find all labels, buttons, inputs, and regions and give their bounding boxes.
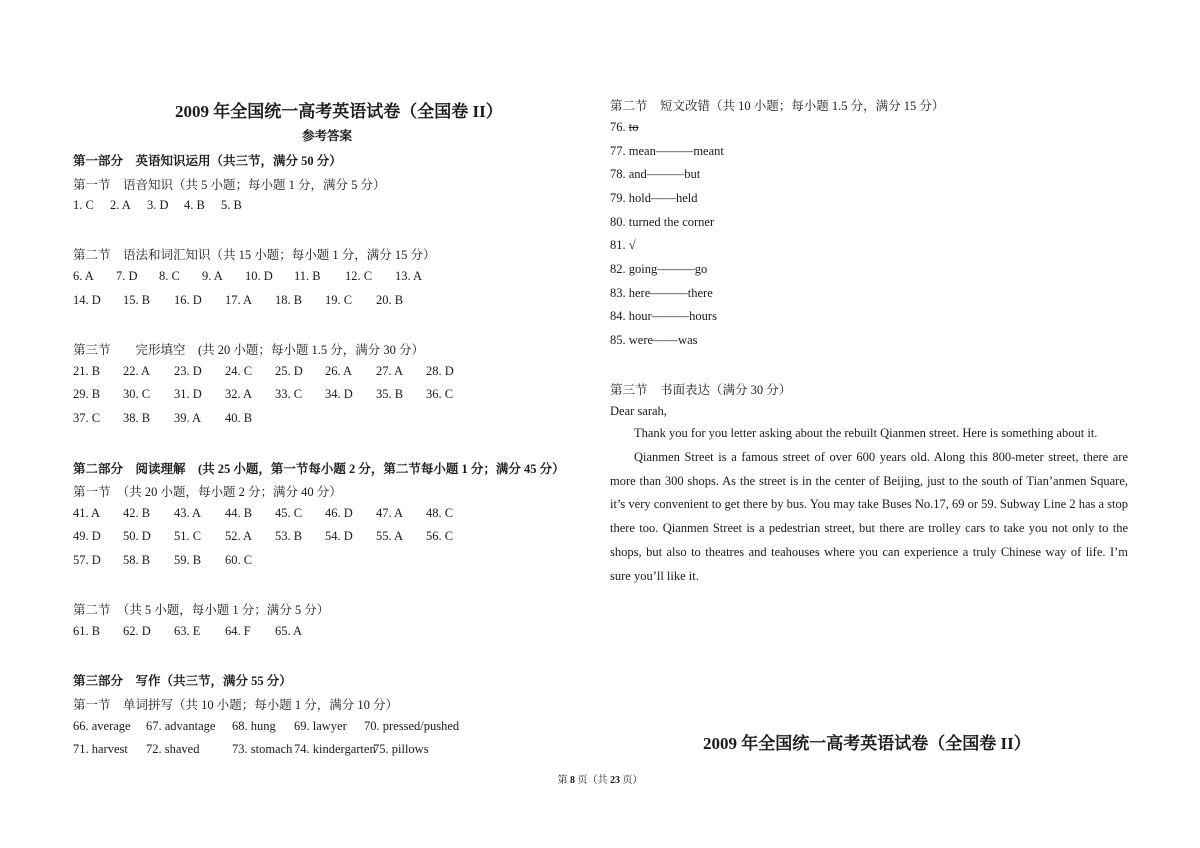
part3-section3-heading: 第三节 书面表达（满分 30 分） <box>610 383 792 397</box>
answer-item: 34. D <box>325 387 353 401</box>
answer-item: 31. D <box>174 387 202 401</box>
answer-item: 32. A <box>225 387 253 401</box>
footer-suffix: 页） <box>620 775 643 786</box>
correction-item: 85. were——was <box>610 333 698 347</box>
correction-item: 78. and———but <box>610 167 701 181</box>
part3-section1-heading: 第一节 单词拼写（共 10 小题；每小题 1 分，满分 10 分） <box>73 698 399 712</box>
answer-item: 20. B <box>376 293 404 307</box>
answer-item: 19. C <box>325 293 353 307</box>
answer-row <box>73 411 275 426</box>
answer-item: 26. A <box>325 364 353 378</box>
answer-item: 30. C <box>123 387 151 401</box>
answer-item: 60. C <box>225 553 253 567</box>
answer-item: 72. shaved <box>146 742 200 756</box>
correction-item: 84. hour———hours <box>610 309 717 323</box>
answer-item: 51. C <box>174 529 202 543</box>
answer-row <box>73 387 476 402</box>
answer-item: 37. C <box>73 411 101 425</box>
answer-item: 1. C <box>73 198 94 212</box>
answer-item: 57. D <box>73 553 101 567</box>
answer-item: 42. B <box>123 506 151 520</box>
answer-item: 29. B <box>73 387 101 401</box>
footer-total-pages: 23 <box>610 775 620 786</box>
correction-item: 83. here———there <box>610 286 713 300</box>
page-title: 2009 年全国统一高考英语试卷（全国卷 II） <box>175 102 503 121</box>
answer-item: 45. C <box>275 506 303 520</box>
answer-row <box>73 269 445 284</box>
answer-item: 65. A <box>275 624 303 638</box>
answer-item: 23. D <box>174 364 202 378</box>
part2-section2-heading: 第二节 （共 5 小题，每小题 1 分；满分 5 分） <box>73 603 330 617</box>
answer-item: 6. A <box>73 269 94 283</box>
answer-row <box>73 506 476 521</box>
struck-word: to <box>628 120 639 134</box>
answer-item: 53. B <box>275 529 303 543</box>
correction-item-76 <box>610 120 638 135</box>
answer-item: 38. B <box>123 411 151 425</box>
part1-section1-heading: 第一节 语音知识（共 5 小题；每小题 1 分，满分 5 分） <box>73 178 386 192</box>
answer-item: 18. B <box>275 293 303 307</box>
part3-section2-heading: 第二节 短文改错（共 10 小题；每小题 1.5 分，满分 15 分） <box>610 99 945 113</box>
answer-item: 50. D <box>123 529 151 543</box>
correction-item: 79. hold——held <box>610 191 698 205</box>
answer-item: 16. D <box>174 293 202 307</box>
correction-item: 81. √ <box>610 238 636 252</box>
answer-item: 25. D <box>275 364 303 378</box>
answer-item: 75. pillows <box>373 742 429 756</box>
answer-item: 33. C <box>275 387 303 401</box>
answer-item: 58. B <box>123 553 151 567</box>
answer-row <box>73 529 476 544</box>
answer-item: 49. D <box>73 529 101 543</box>
answer-item: 24. C <box>225 364 253 378</box>
part1-section3-heading: 第三节 完形填空 (共 20 小题；每小题 1.5 分，满分 30 分） <box>73 343 425 357</box>
footer-middle: 页（共 <box>575 775 610 786</box>
part3-heading: 第三部分 写作（共三节，满分 55 分） <box>73 674 292 688</box>
answer-item: 41. A <box>73 506 101 520</box>
page-footer <box>0 771 1200 786</box>
letter-paragraph-1: Thank you for you letter asking about the rebuilt Qianmen street. Here is something about it. <box>634 426 1098 440</box>
answer-row <box>73 742 493 757</box>
answer-item: 2. A <box>110 198 131 212</box>
answer-item: 64. F <box>225 624 251 638</box>
answer-item: 14. D <box>73 293 101 307</box>
bottom-title: 2009 年全国统一高考英语试卷（全国卷 II） <box>703 734 1031 753</box>
correction-item: 80. turned the corner <box>610 215 715 229</box>
answer-item: 10. D <box>245 269 273 283</box>
answer-item: 67. advantage <box>146 719 216 733</box>
answer-item: 11. B <box>294 269 321 283</box>
answer-row <box>73 364 476 379</box>
item-number: 76. <box>610 120 626 134</box>
answer-item: 4. B <box>184 198 205 212</box>
answer-item: 44. B <box>225 506 253 520</box>
answer-item: 15. B <box>123 293 151 307</box>
answer-item: 5. B <box>221 198 242 212</box>
answer-item: 46. D <box>325 506 353 520</box>
answer-item: 56. C <box>426 529 454 543</box>
answer-item: 71. harvest <box>73 742 128 756</box>
answer-item: 9. A <box>202 269 223 283</box>
answer-row <box>73 719 484 734</box>
answer-item: 74. kindergarten <box>294 742 376 756</box>
answer-item: 17. A <box>225 293 253 307</box>
answer-item: 54. D <box>325 529 353 543</box>
answer-item: 8. C <box>159 269 180 283</box>
answer-item: 21. B <box>73 364 101 378</box>
answer-item: 59. B <box>174 553 202 567</box>
answer-item: 73. stomach <box>232 742 293 756</box>
answer-item: 3. D <box>147 198 169 212</box>
answer-row <box>73 624 325 639</box>
answer-item: 36. C <box>426 387 454 401</box>
answer-item: 70. pressed/pushed <box>364 719 460 733</box>
footer-prefix: 第 <box>557 775 570 786</box>
part1-heading: 第一部分 英语知识运用（共三节，满分 50 分） <box>73 154 342 168</box>
answer-item: 66. average <box>73 719 131 733</box>
answer-row <box>73 293 426 308</box>
answer-item: 12. C <box>345 269 373 283</box>
answer-item: 69. lawyer <box>294 719 347 733</box>
letter-salutation: Dear sarah, <box>610 404 667 418</box>
answer-item: 40. B <box>225 411 253 425</box>
answer-row <box>73 198 258 213</box>
answer-item: 13. A <box>395 269 423 283</box>
letter-paragraph-2: Qianmen Street is a famous street of over 600 years old. Along this 800-meter street, there are more than 300 shops. As the street is in the center of Beijing, just to the south of Tian’anmen Square, it’s very convenient to get there by bus. You may take Buses No.17, 69 or 59. Subway Line 2 has a stop there too. Qianmen Street is a pedestrian street, but there are trolley cars to take you not only to the shops, but also to theatres and teahouses where you can experience a truly Chinese way of life. I’m sure you’ll like it. <box>610 450 1128 583</box>
footer-page-number: 8 <box>570 775 575 786</box>
correction-item: 77. mean———meant <box>610 144 724 158</box>
answer-item: 43. A <box>174 506 202 520</box>
answer-item: 39. A <box>174 411 202 425</box>
part2-section1-heading: 第一节 （共 20 小题，每小题 2 分；满分 40 分） <box>73 485 342 499</box>
answer-item: 68. hung <box>232 719 276 733</box>
answer-item: 61. B <box>73 624 101 638</box>
answer-item: 47. A <box>376 506 404 520</box>
answer-item: 52. A <box>225 529 253 543</box>
answer-item: 28. D <box>426 364 454 378</box>
page-subtitle: 参考答案 <box>302 129 353 143</box>
answer-item: 63. E <box>174 624 201 638</box>
answer-item: 55. A <box>376 529 404 543</box>
answer-item: 22. A <box>123 364 151 378</box>
part1-section2-heading: 第二节 语法和词汇知识（共 15 小题；每小题 1 分，满分 15 分） <box>73 248 436 262</box>
answer-item: 7. D <box>116 269 138 283</box>
part2-heading: 第二部分 阅读理解 (共 25 小题，第一节每小题 2 分，第二节每小题 1 分；满分 45 分） <box>73 462 565 476</box>
answer-item: 27. A <box>376 364 404 378</box>
answer-item: 35. B <box>376 387 404 401</box>
correction-item: 82. going———go <box>610 262 708 276</box>
answer-item: 48. C <box>426 506 454 520</box>
answer-row <box>73 553 275 568</box>
answer-item: 62. D <box>123 624 151 638</box>
